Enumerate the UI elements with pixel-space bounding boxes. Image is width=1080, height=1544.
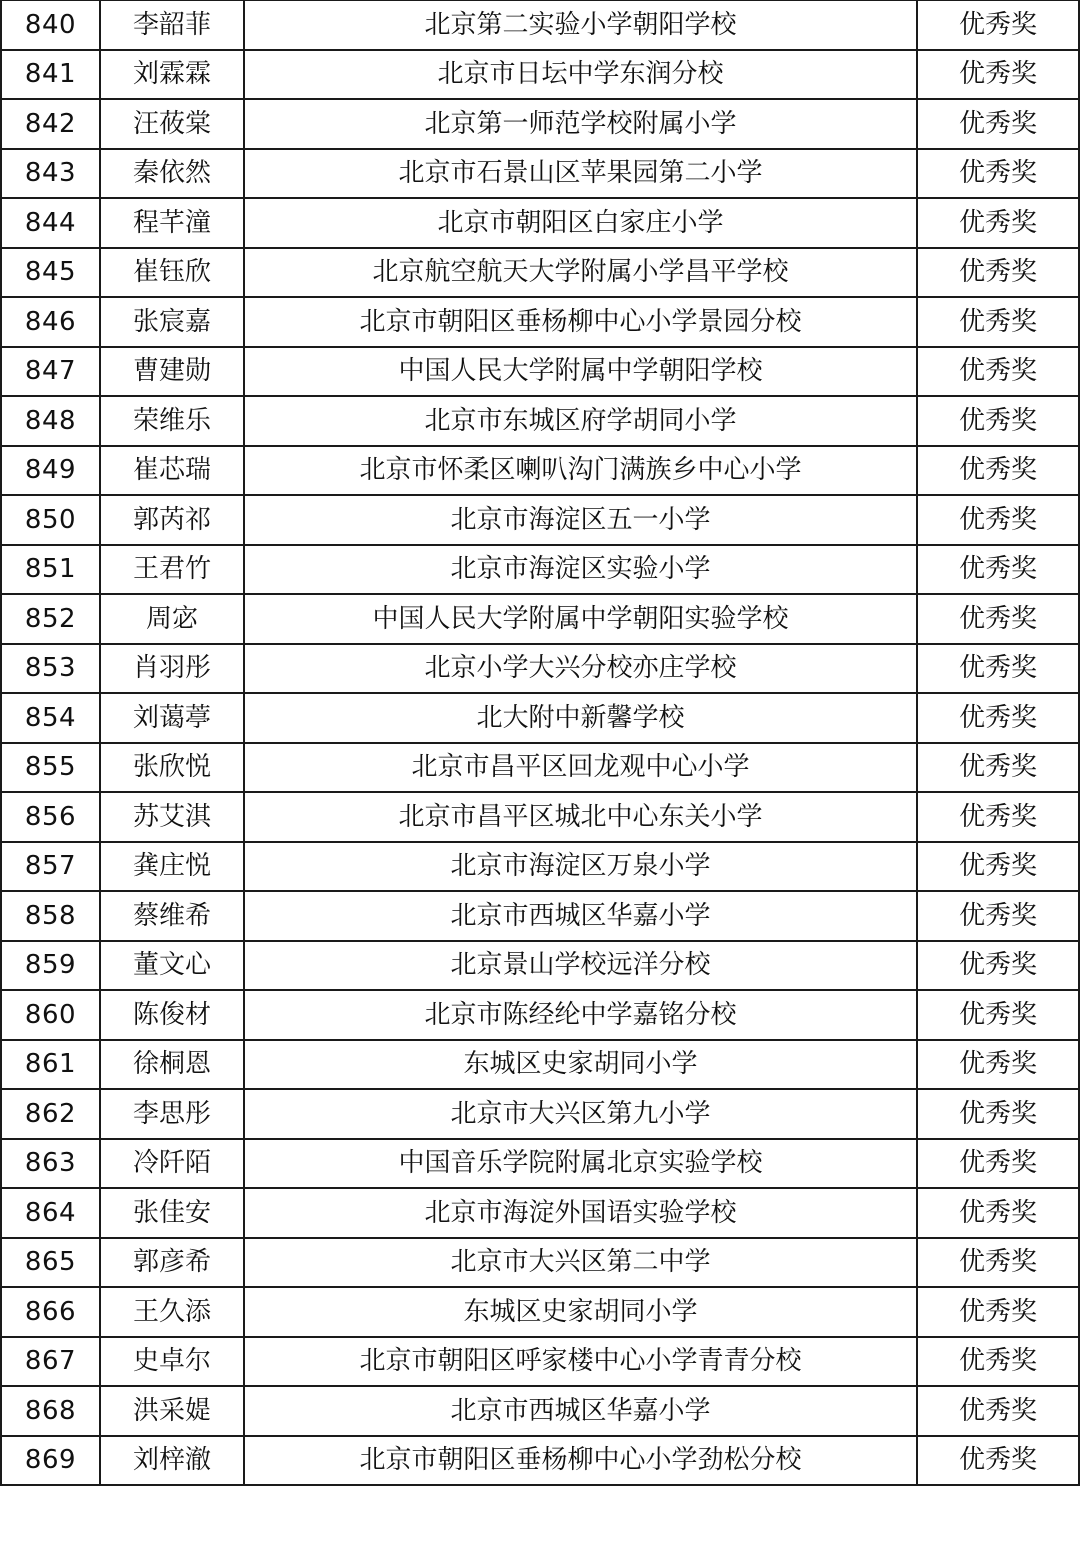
award-level-cell: 优秀奖 [917,891,1079,941]
school-name-cell: 北京市陈经纶中学嘉铭分校 [244,990,917,1040]
row-number-cell: 843 [1,149,100,199]
row-number-cell: 849 [1,446,100,496]
award-level-cell: 优秀奖 [917,1,1079,50]
student-name-cell: 秦依然 [100,149,244,199]
student-name-cell: 陈俊材 [100,990,244,1040]
school-name-cell: 北京市怀柔区喇叭沟门满族乡中心小学 [244,446,917,496]
table-row [1,594,1079,644]
school-name-cell: 北京市朝阳区白家庄小学 [244,198,917,248]
row-number-cell: 861 [1,1040,100,1090]
row-number-cell: 868 [1,1386,100,1436]
table-row [1,198,1079,248]
school-name-cell: 东城区史家胡同小学 [244,1287,917,1337]
award-level-cell: 优秀奖 [917,1287,1079,1337]
student-name-cell: 董文心 [100,941,244,991]
award-level-cell: 优秀奖 [917,248,1079,298]
student-name-cell: 王君竹 [100,545,244,595]
award-level-cell: 优秀奖 [917,1386,1079,1436]
row-number-cell: 855 [1,743,100,793]
award-level-cell: 优秀奖 [917,495,1079,545]
award-level-cell: 优秀奖 [917,1436,1079,1486]
school-name-cell: 北京市海淀区万泉小学 [244,842,917,892]
row-number-cell: 869 [1,1436,100,1486]
award-level-cell: 优秀奖 [917,1337,1079,1387]
award-level-cell: 优秀奖 [917,198,1079,248]
award-level-cell: 优秀奖 [917,99,1079,149]
school-name-cell: 北京市大兴区第二中学 [244,1238,917,1288]
award-level-cell: 优秀奖 [917,1188,1079,1238]
table-row [1,693,1079,743]
table-row [1,495,1079,545]
table-row [1,743,1079,793]
table-row [1,1,1079,50]
row-number-cell: 846 [1,297,100,347]
award-level-cell: 优秀奖 [917,743,1079,793]
table-row [1,50,1079,100]
student-name-cell: 郭芮祁 [100,495,244,545]
student-name-cell: 崔钰欣 [100,248,244,298]
award-level-cell: 优秀奖 [917,644,1079,694]
table-row [1,1089,1079,1139]
award-level-cell: 优秀奖 [917,1139,1079,1189]
row-number-cell: 844 [1,198,100,248]
award-level-cell: 优秀奖 [917,693,1079,743]
row-number-cell: 857 [1,842,100,892]
school-name-cell: 中国音乐学院附属北京实验学校 [244,1139,917,1189]
school-name-cell: 东城区史家胡同小学 [244,1040,917,1090]
award-level-cell: 优秀奖 [917,941,1079,991]
school-name-cell: 北京景山学校远洋分校 [244,941,917,991]
school-name-cell: 北京市西城区华嘉小学 [244,891,917,941]
school-name-cell: 北京市东城区府学胡同小学 [244,396,917,446]
school-name-cell: 中国人民大学附属中学朝阳实验学校 [244,594,917,644]
school-name-cell: 北京市大兴区第九小学 [244,1089,917,1139]
student-name-cell: 王久添 [100,1287,244,1337]
row-number-cell: 840 [1,1,100,50]
school-name-cell: 北京市海淀区实验小学 [244,545,917,595]
award-level-cell: 优秀奖 [917,545,1079,595]
table-row [1,1238,1079,1288]
row-number-cell: 847 [1,347,100,397]
school-name-cell: 北京第一师范学校附属小学 [244,99,917,149]
award-level-cell: 优秀奖 [917,792,1079,842]
student-name-cell: 蔡维希 [100,891,244,941]
row-number-cell: 864 [1,1188,100,1238]
student-name-cell: 汪莜棠 [100,99,244,149]
row-number-cell: 850 [1,495,100,545]
school-name-cell: 北京航空航天大学附属小学昌平学校 [244,248,917,298]
school-name-cell: 北京第二实验小学朝阳学校 [244,1,917,50]
award-level-cell: 优秀奖 [917,297,1079,347]
school-name-cell: 北京市石景山区苹果园第二小学 [244,149,917,199]
school-name-cell: 北京市昌平区城北中心东关小学 [244,792,917,842]
table-row [1,297,1079,347]
school-name-cell: 北京市海淀外国语实验学校 [244,1188,917,1238]
table-row [1,1386,1079,1436]
table-row [1,1337,1079,1387]
student-name-cell: 张佳安 [100,1188,244,1238]
table-row [1,347,1079,397]
student-name-cell: 李韶菲 [100,1,244,50]
student-name-cell: 张宸嘉 [100,297,244,347]
school-name-cell: 中国人民大学附属中学朝阳学校 [244,347,917,397]
school-name-cell: 北京市朝阳区垂杨柳中心小学景园分校 [244,297,917,347]
table-row [1,842,1079,892]
table-row [1,941,1079,991]
school-name-cell: 北京市西城区华嘉小学 [244,1386,917,1436]
student-name-cell: 刘霖霖 [100,50,244,100]
student-name-cell: 史卓尔 [100,1337,244,1387]
award-level-cell: 优秀奖 [917,1040,1079,1090]
table-row [1,149,1079,199]
row-number-cell: 854 [1,693,100,743]
table-row [1,1287,1079,1337]
row-number-cell: 841 [1,50,100,100]
student-name-cell: 郭彦希 [100,1238,244,1288]
student-name-cell: 崔芯瑞 [100,446,244,496]
row-number-cell: 851 [1,545,100,595]
table-row [1,990,1079,1040]
table-row [1,792,1079,842]
row-number-cell: 842 [1,99,100,149]
award-level-cell: 优秀奖 [917,1089,1079,1139]
row-number-cell: 867 [1,1337,100,1387]
row-number-cell: 863 [1,1139,100,1189]
student-name-cell: 徐桐恩 [100,1040,244,1090]
award-level-cell: 优秀奖 [917,990,1079,1040]
award-level-cell: 优秀奖 [917,1238,1079,1288]
table-row [1,248,1079,298]
student-name-cell: 周宓 [100,594,244,644]
school-name-cell: 北京市日坛中学东润分校 [244,50,917,100]
school-name-cell: 北京市海淀区五一小学 [244,495,917,545]
student-name-cell: 洪采媞 [100,1386,244,1436]
student-name-cell: 张欣悦 [100,743,244,793]
row-number-cell: 860 [1,990,100,1040]
school-name-cell: 北京市昌平区回龙观中心小学 [244,743,917,793]
row-number-cell: 865 [1,1238,100,1288]
row-number-cell: 858 [1,891,100,941]
student-name-cell: 曹建勋 [100,347,244,397]
school-name-cell: 北京小学大兴分校亦庄学校 [244,644,917,694]
table-row [1,545,1079,595]
award-level-cell: 优秀奖 [917,347,1079,397]
row-number-cell: 853 [1,644,100,694]
school-name-cell: 北京市朝阳区垂杨柳中心小学劲松分校 [244,1436,917,1486]
row-number-cell: 848 [1,396,100,446]
award-level-cell: 优秀奖 [917,149,1079,199]
student-name-cell: 荣维乐 [100,396,244,446]
award-level-cell: 优秀奖 [917,594,1079,644]
student-name-cell: 程芊潼 [100,198,244,248]
table-row [1,396,1079,446]
row-number-cell: 856 [1,792,100,842]
row-number-cell: 845 [1,248,100,298]
student-name-cell: 冷阡陌 [100,1139,244,1189]
table-row [1,446,1079,496]
award-list-body [1,1,1079,1486]
student-name-cell: 龚庄悦 [100,842,244,892]
student-name-cell: 刘蔼葶 [100,693,244,743]
student-name-cell: 李思彤 [100,1089,244,1139]
table-row [1,99,1079,149]
school-name-cell: 北大附中新馨学校 [244,693,917,743]
award-level-cell: 优秀奖 [917,396,1079,446]
award-level-cell: 优秀奖 [917,446,1079,496]
row-number-cell: 852 [1,594,100,644]
student-name-cell: 刘梓澈 [100,1436,244,1486]
row-number-cell: 859 [1,941,100,991]
row-number-cell: 862 [1,1089,100,1139]
award-level-cell: 优秀奖 [917,842,1079,892]
table-row [1,1040,1079,1090]
award-level-cell: 优秀奖 [917,50,1079,100]
table-row [1,1139,1079,1189]
school-name-cell: 北京市朝阳区呼家楼中心小学青青分校 [244,1337,917,1387]
row-number-cell: 866 [1,1287,100,1337]
student-name-cell: 肖羽彤 [100,644,244,694]
student-name-cell: 苏艾淇 [100,792,244,842]
table-row [1,891,1079,941]
table-row [1,1188,1079,1238]
table-row [1,644,1079,694]
table-row [1,1436,1079,1486]
